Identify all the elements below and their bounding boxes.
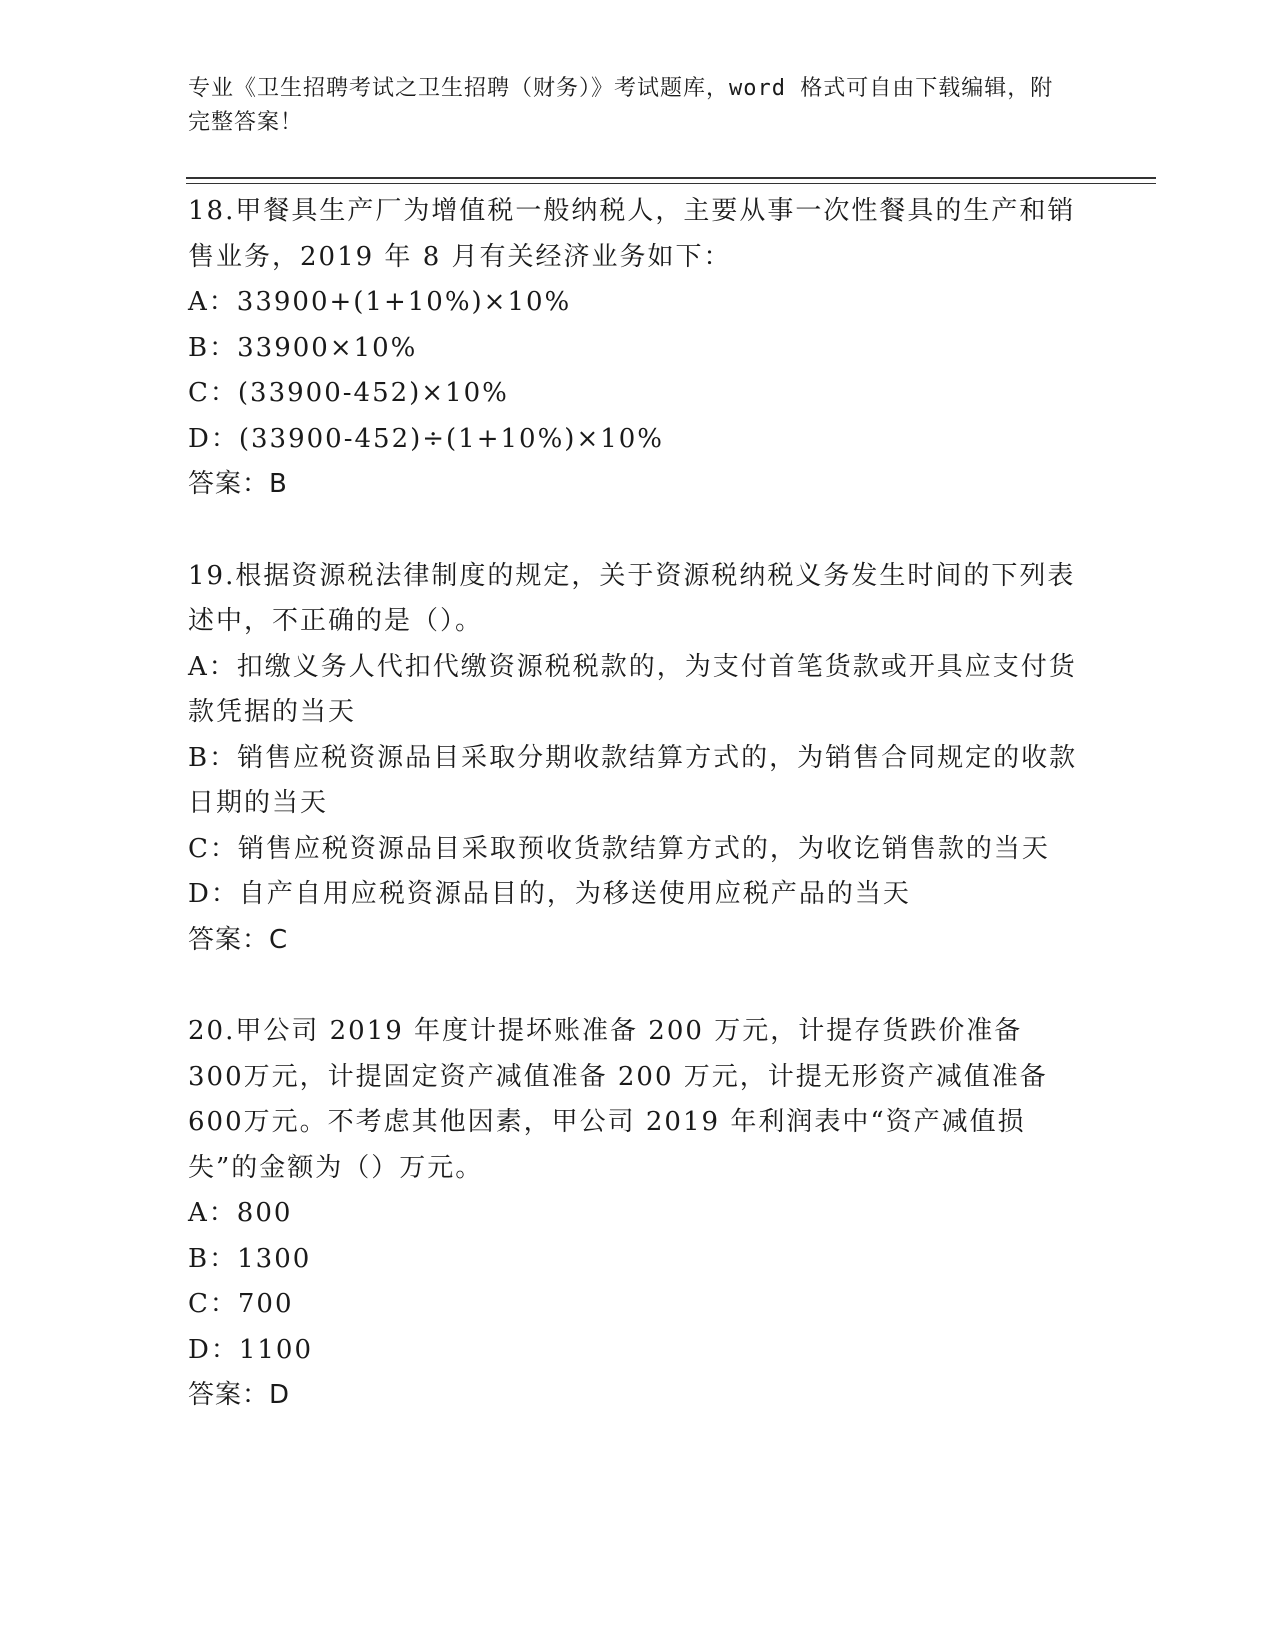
option-b: B：1300 (188, 1243, 312, 1274)
answer: 答案：B (188, 469, 288, 499)
option-d: D：(33900-452)÷(1+10%)×10% (188, 423, 665, 454)
option-c: C：700 (188, 1289, 294, 1319)
header-rule-thick (186, 177, 1156, 179)
question-stem: 18.甲餐具生产厂为增值税一般纳税人，主要从事一次性餐具的生产和销售业务，2019 年 8 月有关经济业务如下： (188, 196, 1076, 272)
option-d: D：自产自用应税资源品目的，为移送使用应税产品的当天 (188, 879, 911, 909)
question-19 (188, 554, 1078, 964)
option-a: A：扣缴义务人代扣代缴资源税税款的，为支付首笔货款或开具应支付货款凭据的当天 (188, 651, 1077, 727)
option-a: A：33900+(1+10%)×10% (188, 287, 572, 317)
header-rule-thin (186, 183, 1156, 184)
option-b: B：33900×10% (188, 332, 418, 363)
question-stem: 19.根据资源税法律制度的规定，关于资源税纳税义务发生时间的下列表述中，不正确的是（）。 (188, 560, 1076, 636)
option-d: D：1100 (188, 1334, 314, 1365)
option-c: C：销售应税资源品目采取预收货款结算方式的，为收讫销售款的当天 (188, 833, 1050, 864)
question-20 (188, 1009, 1078, 1419)
document-intro: 专业《卫生招聘考试之卫生招聘（财务）》考试题库，word 格式可自由下载编辑，附完整答案！ (188, 76, 1054, 135)
question-stem: 20.甲公司 2019 年度计提坏账准备 200 万元，计提存货跌价准备 300万元，计提固定资产减值准备 200 万元，计提无形资产减值准备 600万元。不考虑其他因素，甲公司 2019 年利润表中“资产减值损失”的金额为（）万元。 (188, 1016, 1059, 1183)
option-c: C：(33900-452)×10% (188, 378, 509, 408)
answer: 答案：C (188, 924, 289, 955)
question-18 (188, 189, 1078, 508)
option-a: A：800 (188, 1198, 293, 1228)
answer: 答案：D (188, 1380, 291, 1410)
option-b: B：销售应税资源品目采取分期收款结算方式的，为销售合同规定的收款日期的当天 (188, 742, 1078, 818)
question-list (188, 189, 1078, 1465)
